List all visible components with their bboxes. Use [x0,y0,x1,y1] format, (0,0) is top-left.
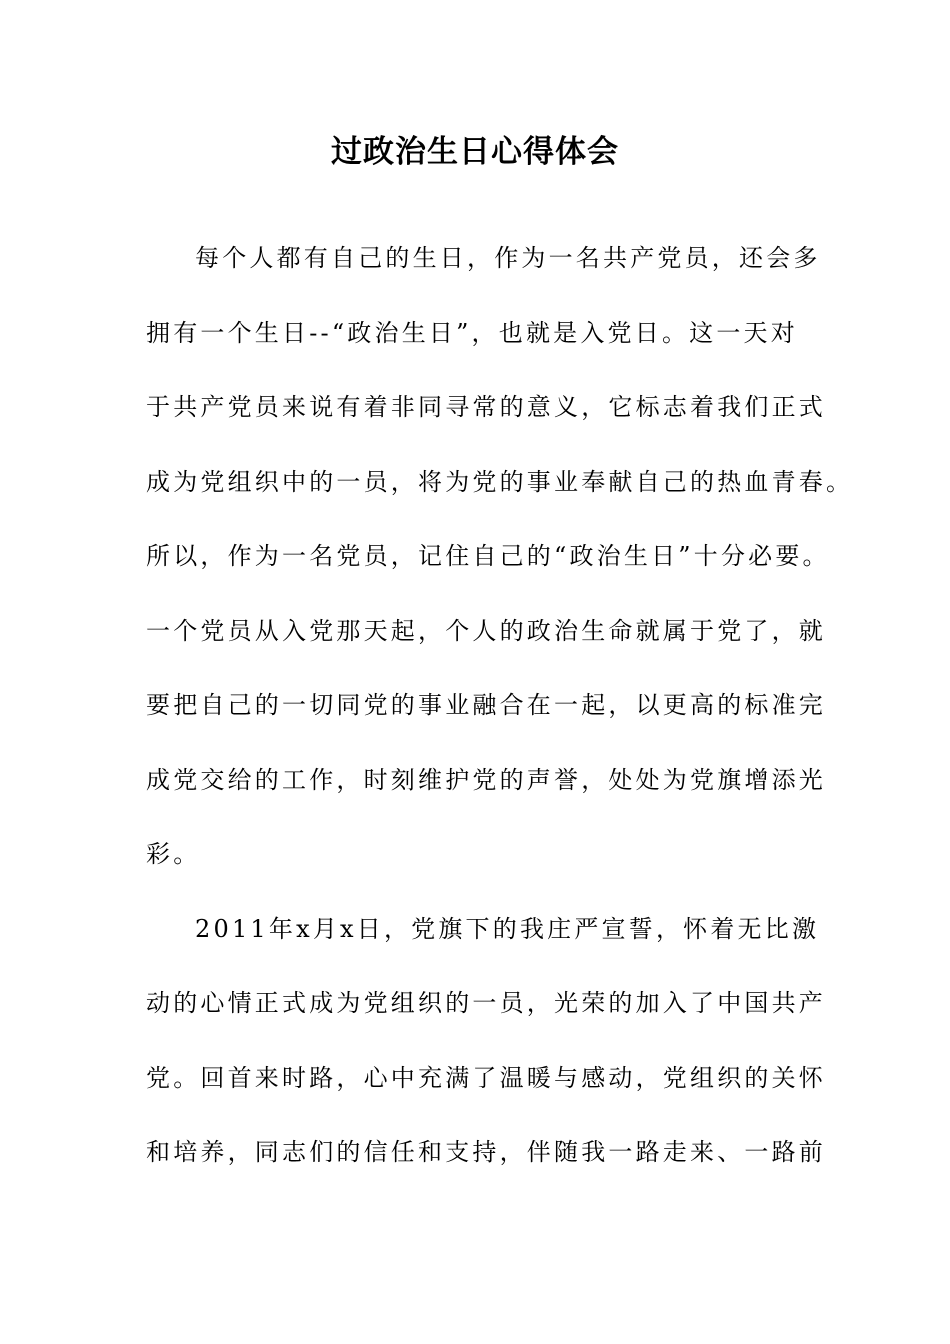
paragraph-2-line-2: 动的心情正式成为党组织的一员，光荣的加入了中国共产 [146,989,826,1017]
paragraph-1-line-7: 要把自己的一切同党的事业融合在一起，以更高的标准完 [146,691,826,719]
paragraph-1-line-9: 彩。 [146,840,201,868]
paragraph-1-line-1: 每个人都有自己的生日，作为一名共产党员，还会多 [195,244,821,272]
document-title: 过政治生日心得体会 [331,134,619,170]
paragraph-2-line-4: 和培养，同志们的信任和支持，伴随我一路走来、一路前 [146,1138,826,1166]
paragraph-2-line-3: 党。回首来时路，心中充满了温暖与感动，党组织的关怀 [146,1063,826,1092]
paragraph-1-line-8: 成党交给的工作，时刻维护党的声誉，处处为党旗增添光 [146,765,826,794]
paragraph-1-line-3: 于共产党员来说有着非同寻常的意义，它标志着我们正式 [146,393,826,421]
paragraph-1-line-2: 拥有一个生日--“政治生日”，也就是入党日。这一天对 [146,318,798,347]
paragraph-1-line-6: 一个党员从入党那天起，个人的政治生命就属于党了，就 [146,616,826,645]
paragraph-2-line-1: 2011年x月x日，党旗下的我庄严宣誓，怀着无比激 [195,914,820,943]
paragraph-1-line-4: 成为党组织中的一员，将为党的事业奉献自己的热血青春。 [146,467,854,496]
paragraph-1-line-5: 所以，作为一名党员，记住自己的“政治生日”十分必要。 [146,542,830,570]
document-body [146,236,854,1205]
